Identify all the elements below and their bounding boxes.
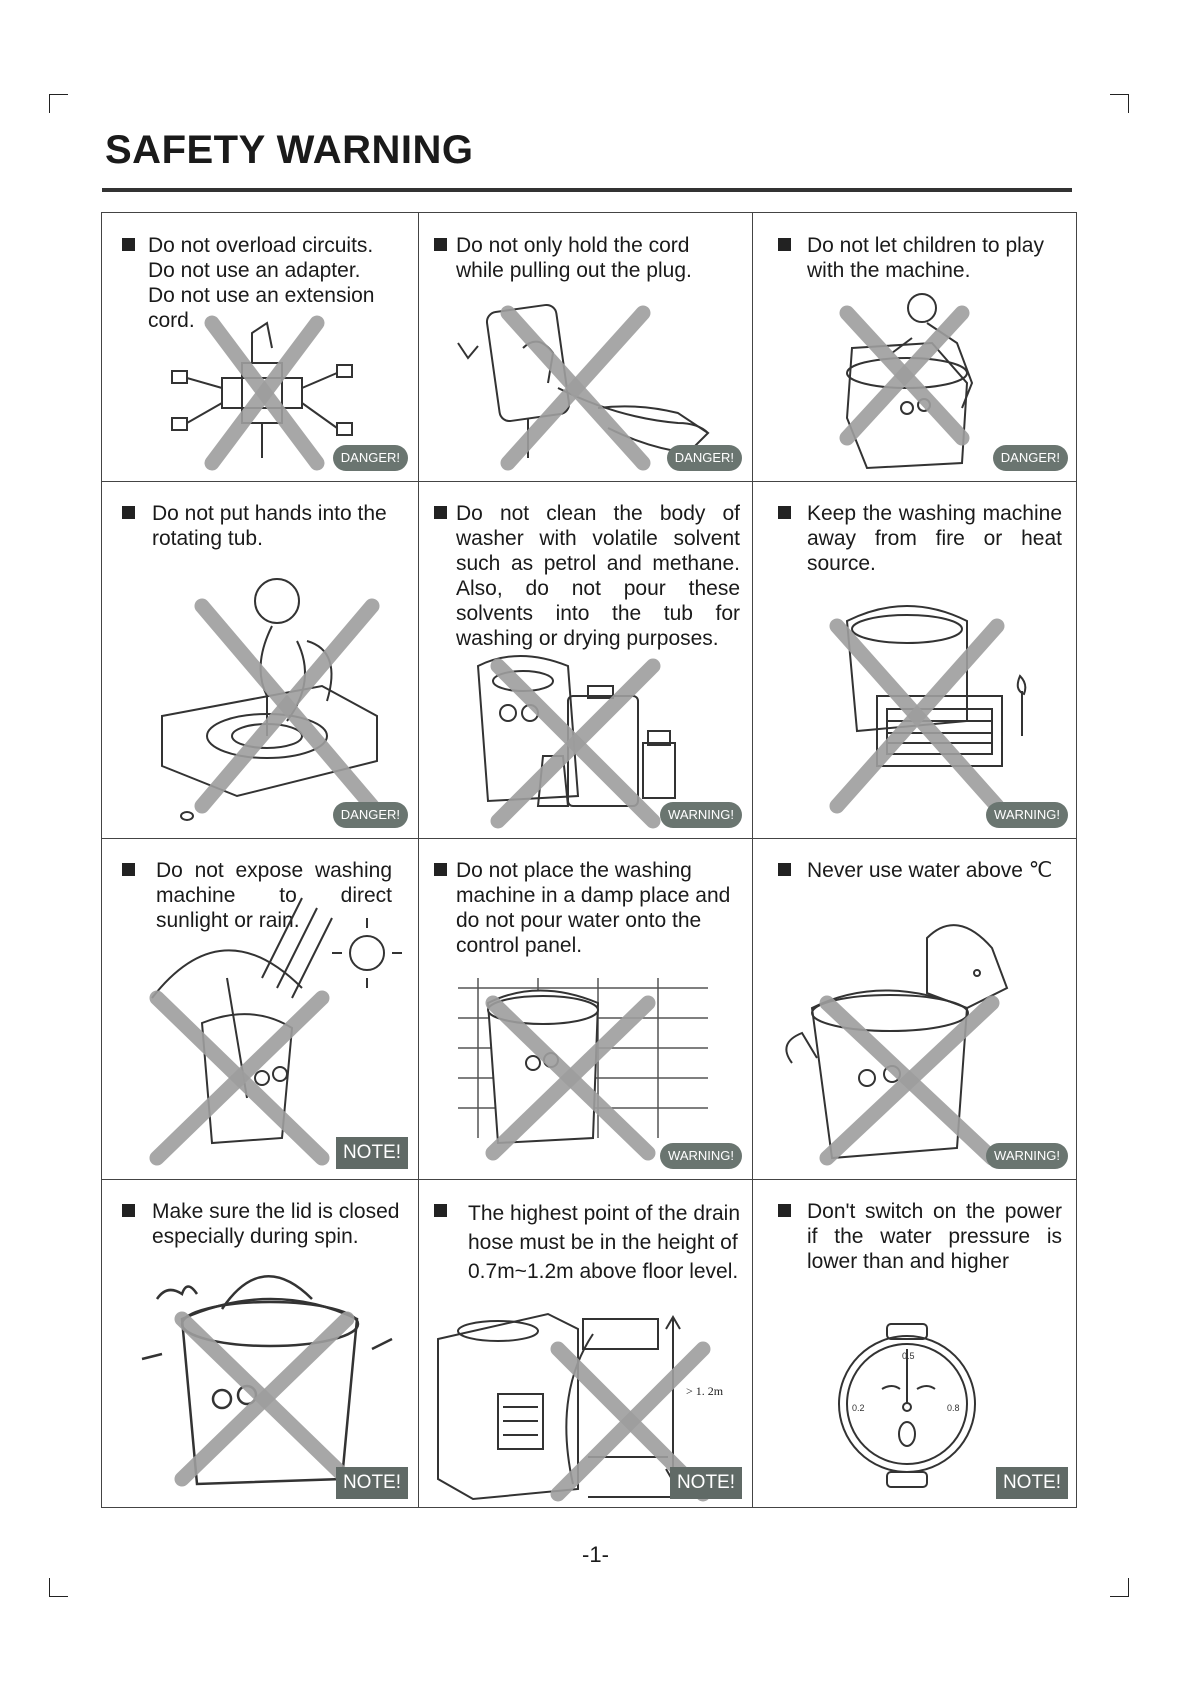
warning-cell-drain-hose <box>418 1179 752 1509</box>
warning-cell-children <box>752 213 1078 481</box>
lid-open-spin-icon <box>102 1179 418 1509</box>
warning-text: Do not let children to play with the machine. <box>807 234 1044 282</box>
warning-cell-hot-water <box>752 838 1078 1179</box>
note-badge: NOTE! <box>336 1137 408 1169</box>
warning-cell-sunlight <box>102 838 418 1179</box>
warning-cell-lid <box>102 1179 418 1509</box>
danger-badge: DANGER! <box>333 802 408 828</box>
solvent-bottles-icon <box>418 481 752 838</box>
warning-text: Never use water above ℃ <box>807 859 1053 882</box>
gauge-label: 0.8 <box>947 1403 960 1413</box>
dimension-label: > 1. 2m <box>686 1384 724 1398</box>
warning-text: Do not expose washing machine to direct sunlight or rain. <box>156 859 392 932</box>
note-badge: NOTE! <box>336 1467 408 1499</box>
warning-badge: WARNING! <box>660 802 742 828</box>
warning-badge: WARNING! <box>986 1143 1068 1169</box>
warning-cell-fire <box>752 481 1078 838</box>
title-rule <box>102 188 1072 192</box>
warning-text: Keep the washing machine away from fire or heat source. <box>807 502 1062 575</box>
crop-mark-top-left <box>49 94 68 113</box>
umbrella-sun-icon <box>102 838 418 1179</box>
warning-cell-pressure <box>752 1179 1078 1509</box>
note-badge: NOTE! <box>996 1467 1068 1499</box>
gauge-label: 0.5 <box>902 1351 915 1361</box>
danger-badge: DANGER! <box>333 445 408 471</box>
warning-text: Do not clean the body of washer with volatile solvent such as petrol and methane. Also, do not pour these solvents into the tub for washing or drying purposes. <box>456 502 740 650</box>
warning-cell-solvent <box>418 481 752 838</box>
danger-badge: DANGER! <box>993 445 1068 471</box>
warning-cell-overload <box>102 213 418 481</box>
warning-badge: WARNING! <box>986 802 1068 828</box>
warning-text: The highest point of the drain hose must be in the height of 0.7m~1.2m above floor level. <box>468 1202 741 1283</box>
warning-grid <box>101 212 1077 1508</box>
crop-mark-bottom-left <box>49 1578 68 1597</box>
hot-kettle-icon <box>752 838 1078 1179</box>
crop-mark-bottom-right <box>1110 1578 1129 1597</box>
warning-cell-hands <box>102 481 418 838</box>
gauge-label: 0.2 <box>852 1403 865 1413</box>
damp-place-icon <box>418 838 752 1179</box>
warning-cell-cord <box>418 213 752 481</box>
warning-text: Do not place the washing machine in a damp place and do not pour water onto the control panel. <box>456 859 731 957</box>
danger-badge: DANGER! <box>667 445 742 471</box>
crop-mark-top-right <box>1110 94 1129 113</box>
hand-in-tub-icon <box>102 481 418 838</box>
multi-plug-adapter-icon <box>102 213 418 481</box>
warning-text: Don't switch on the power if the water pressure is lower than and higher <box>807 1200 1062 1273</box>
warning-text: Do not only hold the cord while pulling out the plug. <box>456 234 692 282</box>
page-number: -1- <box>582 1542 609 1567</box>
heater-and-candle-icon <box>752 481 1078 838</box>
warning-text: Do not put hands into the rotating tub. <box>152 502 387 550</box>
pressure-gauge-icon <box>752 1179 1078 1509</box>
page-title: SAFETY WARNING <box>105 128 474 172</box>
warning-cell-damp <box>418 838 752 1179</box>
hand-pulling-cord-icon <box>418 213 752 481</box>
drain-hose-height-icon <box>418 1179 752 1509</box>
note-badge: NOTE! <box>670 1467 742 1499</box>
child-on-washer-icon <box>752 213 1078 481</box>
warning-text: Do not overload circuits. Do not use an adapter. Do not use an extension cord. <box>148 234 375 332</box>
warning-badge: WARNING! <box>660 1143 742 1169</box>
warning-text: Make sure the lid is closed especially during spin. <box>152 1200 400 1248</box>
